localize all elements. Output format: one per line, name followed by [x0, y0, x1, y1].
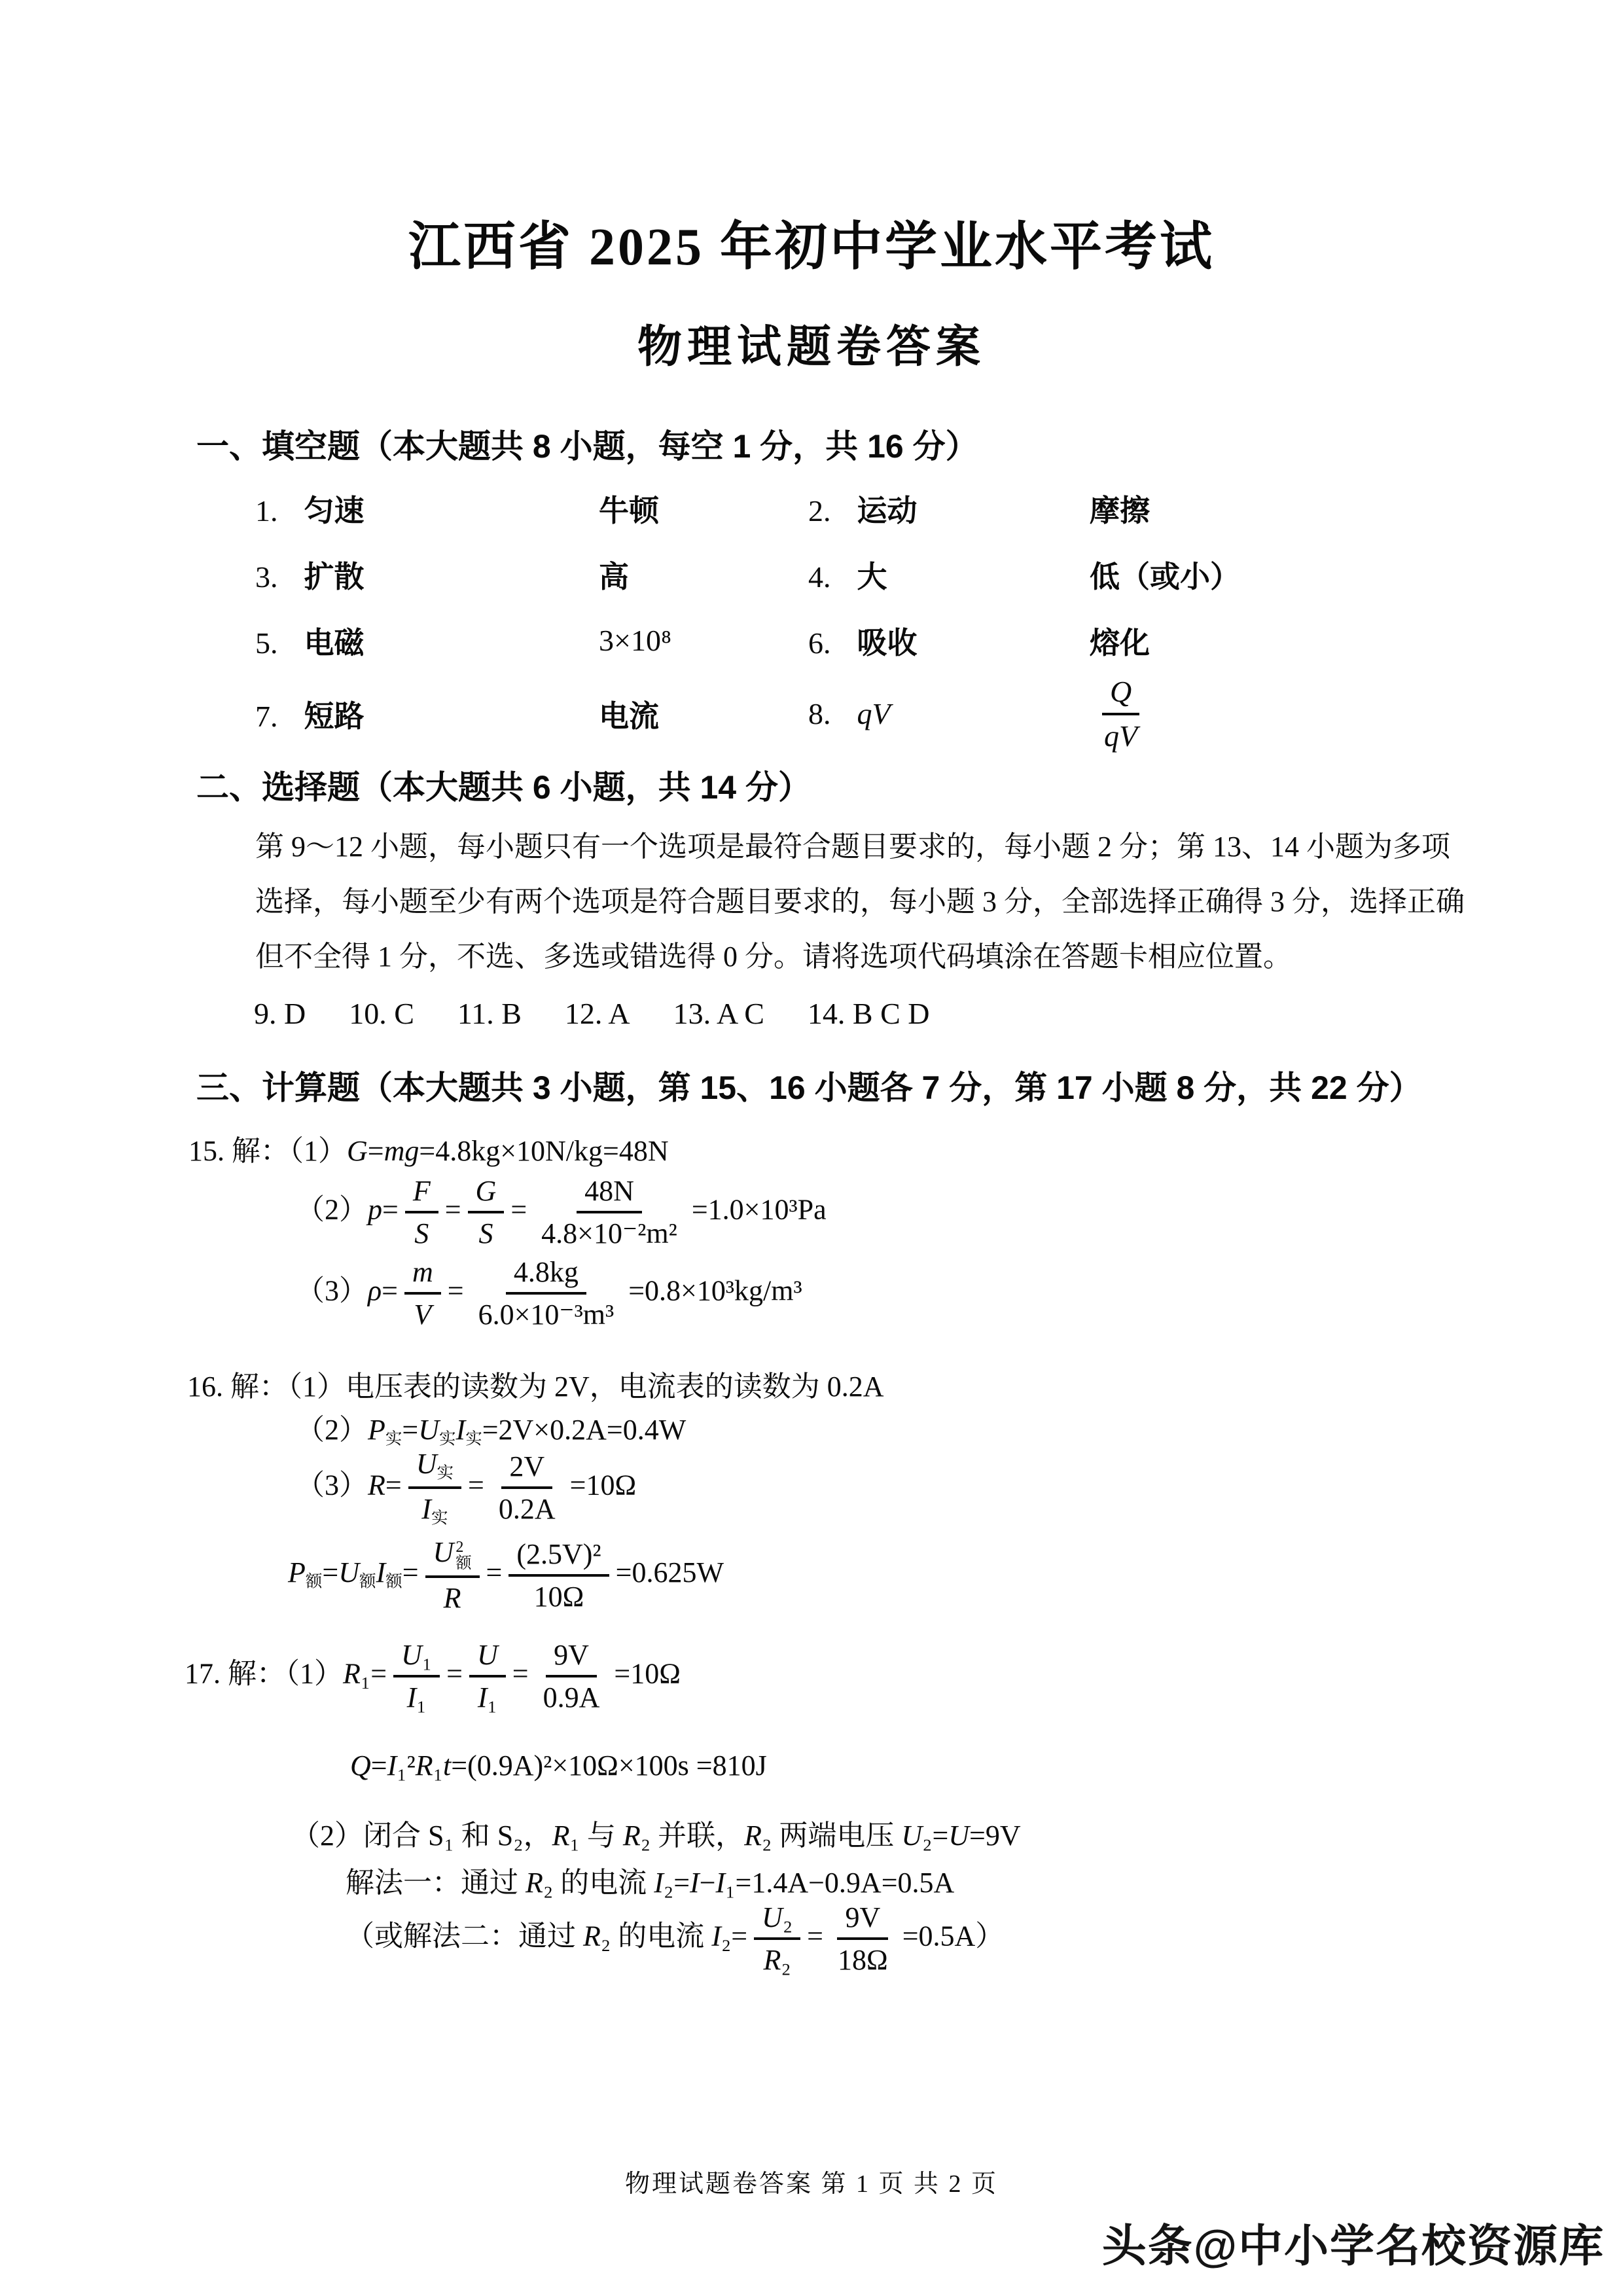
p15-line-3: （3）ρ= $\frac{m}{V}$ = $\frac{4.8kg}{\text{6.0×10⁻³m³}}$ =0.8×10³kg/m³ [296, 1256, 802, 1331]
answer-text: 扩散 [304, 559, 365, 594]
answer-fraction: $\frac{Q}{qV}$ [1090, 694, 1152, 727]
question-number: 7. [255, 699, 278, 733]
answer-text: 运动 [857, 493, 918, 528]
p17-line-1: 17. 解：（1）R₁= $\frac{\text{U₁}}{\text{I₁}}$ = $\frac{U}{\text{I₁}}$ = $\frac{9V}{0.9A}$ =10Ω [185, 1639, 681, 1714]
fill-q4-blank2 [1090, 553, 1525, 596]
section-1-heading: 一、填空题（本大题共 8 小题，每空 1 分，共 16 分） [196, 428, 978, 465]
answer-text: 牛顿 [599, 493, 659, 528]
fill-q1-blank2 [599, 487, 808, 530]
choice-answer: 14. B C D [807, 997, 930, 1030]
p17-line-2: Q=I₁²R₁t=(0.9A)²×10Ω×100s =810J [350, 1749, 767, 1782]
p16-line-2: （2）P实=U实I实=2V×0.2A=0.4W [296, 1414, 687, 1448]
answer-text: 3×10⁸ [599, 624, 671, 657]
fill-q7-blank2 [599, 692, 808, 736]
answer-text: 电流 [599, 698, 659, 733]
fill-q2 [808, 487, 1090, 530]
choice-answer: 12. A [564, 997, 630, 1030]
choice-answer: 9. D [254, 997, 306, 1030]
fill-q1 [255, 487, 599, 530]
doc-title: 江西省 2025 年初中学业水平考试 [408, 219, 1215, 276]
p16-line-4: P额=U额I额= U 2 额 R = $\frac{\text{(2.5V)²}}{10\Omega}$ =0.625W [288, 1536, 724, 1615]
answer-text: 吸收 [857, 625, 918, 660]
choice-answer: 11. B [457, 997, 522, 1030]
instruction-line: 第 9～12 小题，每小题只有一个选项是最符合题目要求的，每小题 2 分；第 13、14 小题为多项 [255, 831, 1450, 863]
fill-q7 [255, 692, 599, 736]
choice-answer: 10. C [349, 997, 414, 1030]
section-2-heading: 二、选择题（本大题共 6 小题，共 14 分） [196, 769, 811, 806]
p17-line-5: （或解法二：通过 R₂ 的电流 I₂= $\frac{\text{U₂}}{\text{R₂}}$ = $\frac{9V}{18\Omega}$ =0.5A） [346, 1901, 1005, 1977]
answer-text: 高 [599, 559, 629, 594]
fill-q5 [255, 619, 599, 662]
fill-q5-blank2 [599, 623, 808, 658]
fill-q8 [808, 696, 1090, 731]
answer-text: 大 [857, 559, 887, 594]
fill-q4 [808, 553, 1090, 596]
fill-q6 [808, 619, 1090, 662]
fill-q3-blank2 [599, 553, 808, 596]
choice-answers-row [254, 996, 930, 1031]
answer-text: 短路 [304, 698, 365, 733]
fill-q2-blank2 [1090, 487, 1525, 530]
question-number: 5. [255, 626, 278, 660]
fill-q3 [255, 553, 599, 596]
answer-text: qV [857, 697, 891, 731]
fill-q6-blank2 [1090, 619, 1525, 662]
p17-line-3: （2）闭合 S₁ 和 S₂，R₁ 与 R₂ 并联，R₂ 两端电压 U₂=U=9V [291, 1820, 1021, 1852]
answer-text: 电磁 [304, 625, 365, 660]
section-3-heading: 三、计算题（本大题共 3 小题，第 15、16 小题各 7 分，第 17 小题 8 分，共 22 分） [196, 1069, 1422, 1106]
question-number: 3. [255, 560, 278, 594]
answer-text: 匀速 [304, 493, 365, 528]
p17-line-4: 解法一：通过 R₂ 的电流 I₂=I−I₁=1.4A−0.9A=0.5A [346, 1867, 955, 1899]
choice-instructions [255, 819, 1465, 984]
doc-subtitle: 物理试题卷答案 [637, 322, 986, 372]
answer-text: 熔化 [1090, 625, 1150, 660]
page-footer: 物理试题卷答案 第 1 页 共 2 页 [624, 2170, 998, 2198]
instruction-line: 但不全得 1 分，不选、多选或错选得 0 分。请将选项代码填涂在答题卡相应位置。 [255, 941, 1292, 973]
question-number: 4. [808, 560, 831, 594]
answer-text: 低（或小） [1090, 559, 1240, 594]
fill-q8-blank2 [1090, 673, 1525, 754]
p15-line-1: 15. 解：（1）G=mg=4.8kg×10N/kg=48N [188, 1135, 669, 1167]
p16-line-3: （3）R= $\frac{\text{U实}}{\text{I实}}$ = $\frac{2V}{0.2A}$ =10Ω [296, 1448, 637, 1528]
question-number: 6. [808, 626, 831, 660]
question-number: 1. [255, 493, 278, 528]
answer-text: 摩擦 [1090, 493, 1150, 528]
question-number: 2. [808, 493, 831, 528]
instruction-line: 选择，每小题至少有两个选项是符合题目要求的，每小题 3 分，全部选择正确得 3 分，选择正确 [255, 886, 1465, 918]
p16-line-1: 16. 解：（1）电压表的读数为 2V，电流表的读数为 0.2A [187, 1371, 884, 1403]
question-number: 8. [808, 697, 831, 731]
p15-line-2: （2）p= $\frac{F}{S}$ = $\frac{G}{S}$ = $\frac{48N}{\text{4.8×10⁻²m²}}$ =1.0×10³Pa [296, 1175, 827, 1250]
watermark-text: 头条@中小学名校资源库 [1101, 2221, 1605, 2271]
choice-answer: 13. A C [673, 997, 764, 1030]
fill-in-answers-grid [255, 475, 1525, 754]
